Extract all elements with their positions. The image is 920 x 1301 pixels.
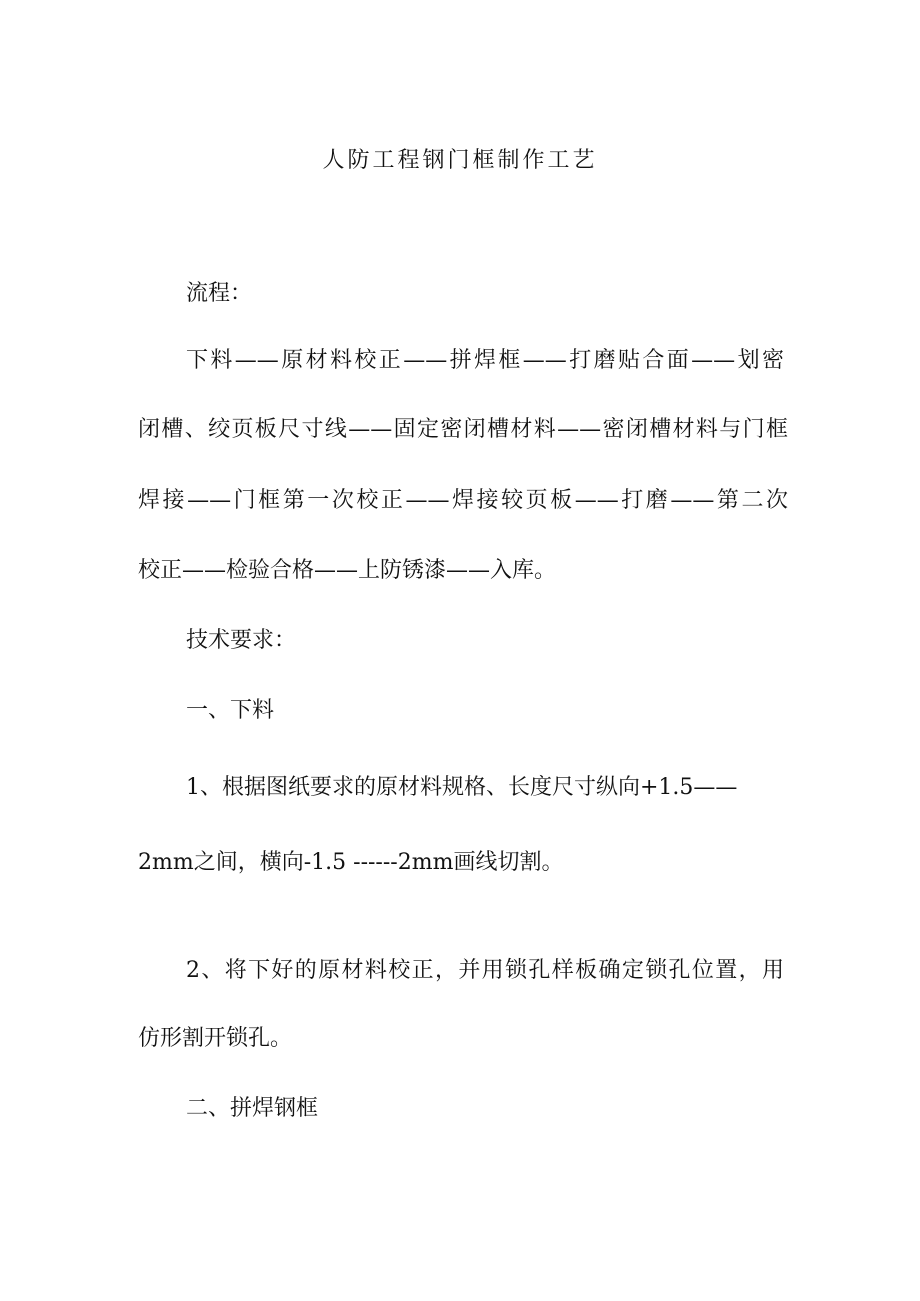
item-1-line-1: 1、根据图纸要求的原材料规格、长度尺寸纵向+1.5—— [186,775,738,800]
section-1-heading: 一、下料 [186,698,275,723]
section-2-heading: 二、拼焊钢框 [186,1096,319,1121]
process-line-3: 焊接——门框第一次校正——焊接较页板——打磨——第二次 [138,488,788,513]
process-heading: 流程： [186,281,253,306]
document-title: 人防工程钢门框制作工艺 [322,148,598,173]
item-2-line-1: 2、将下好的原材料校正，并用锁孔样板确定锁孔位置，用 [186,958,784,983]
process-line-2: 闭槽、绞页板尺寸线——固定密闭槽材料——密闭槽材料与门框 [138,417,788,442]
item-1-line-2: 2mm之间，横向-1.5 ------2mm画线切割。 [138,850,564,875]
process-line-4: 校正——检验合格——上防锈漆——入库。 [138,558,557,583]
tech-requirements-heading: 技术要求： [186,628,297,653]
process-line-1: 下料——原材料校正——拼焊框——打磨贴合面——划密 [186,348,784,373]
item-2-line-2: 仿形割开锁孔。 [138,1026,293,1051]
